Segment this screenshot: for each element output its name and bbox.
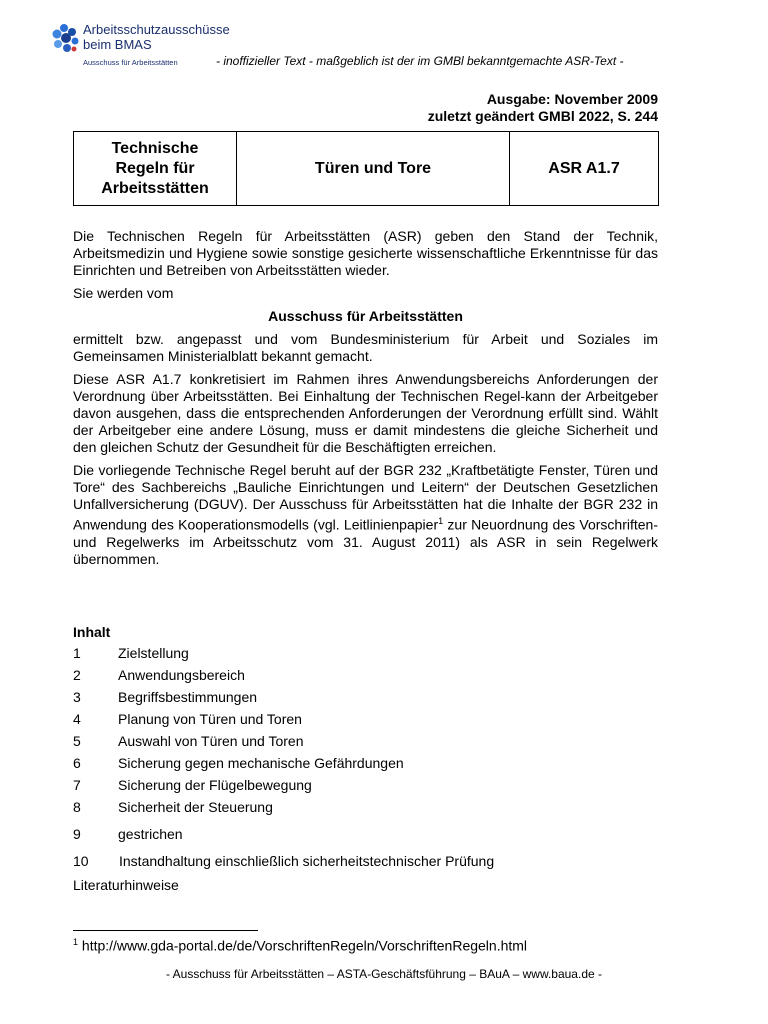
toc-item-label: Begriffsbestimmungen [118, 689, 258, 705]
edition-info [428, 91, 658, 125]
toc-item-label: Instandhaltung einschließlich sicherheitstechnischer Prüfung [119, 853, 495, 869]
toc-item-number: 1 [73, 645, 81, 661]
toc-title: Inhalt [73, 624, 111, 640]
footnote-divider [73, 930, 258, 931]
paragraph-6-part-b: zur Neuordnung des Vorschriften- und Regelwerks im Arbeitsschutz vom 31. August 2011) als ASR in sein Regelwerk übernommen. [73, 516, 658, 567]
toc-item-label: Anwendungsbereich [118, 667, 245, 683]
header-title-cell: Türen und Tore [237, 132, 510, 206]
edition-line2: zuletzt geändert GMBl 2022, S. 244 [427, 108, 658, 124]
intro-text [73, 228, 658, 574]
paragraph-6 [73, 462, 658, 568]
toc-item-number: 2 [73, 667, 81, 683]
toc-item-label: gestrichen [118, 826, 183, 842]
logo-subtitle: Ausschuss für Arbeitsstätten [83, 58, 178, 67]
toc-item-number: 10 [73, 853, 89, 869]
literature-link[interactable]: Literaturhinweise [73, 877, 179, 893]
paragraph-5: Diese ASR A1.7 konkretisiert im Rahmen ihres Anwendungsbereichs Anforderungen der Verordnung über Arbeitsstätten. Bei Einhaltung der Technischen Regel-kann der Arbeitgeber davon ausgehen, dass die entsprechenden Anforderungen der Verordnung erfüllt sind. Wählt der Arbeitgeber eine andere Lösung, muss er damit mindestens die gleiche Sicherheit und den gleichen Schutz der Gesundheit für die Beschäftigten erreichen. [73, 371, 658, 455]
page-footer: - Ausschuss für Arbeitsstätten – ASTA-Geschäftsführung – BAuA – www.baua.de - [165, 967, 602, 981]
header-table [73, 131, 659, 206]
footnote-mark: 1 [73, 937, 79, 947]
paragraph-6-part-a: Die vorliegende Technische Regel beruht auf der BGR 232 „Kraftbetätigte Fenster, Türen und Tore“ des Sachbereichs „Bauliche Einrichtungen und Leitern“ der Deutschen Gesetzlichen Unfallversicherung (DGUV). Der Ausschuss für Arbeitsstätten hat die Inhalte der BGR 232 in Anwendung des Kooperationsmodells (vgl. Leitlinienpapier [73, 462, 658, 533]
logo-org-line2: beim BMAS [83, 37, 152, 52]
header-left-line2: Regeln für [115, 159, 195, 177]
logo-org-line1: Arbeitsschutzausschüsse [83, 22, 230, 37]
toc-item-label: Sicherung gegen mechanische Gefährdungen [118, 755, 404, 771]
logo-mark-icon [50, 22, 80, 54]
toc-item-number: 7 [73, 777, 81, 793]
paragraph-4: ermittelt bzw. angepasst und vom Bundesministerium für Arbeit und Soziales im Gemeinsamen Ministerialblatt bekannt gemacht. [73, 331, 658, 364]
footnote [73, 937, 527, 954]
toc-item-number: 5 [73, 733, 81, 749]
header-left-line1: Technische [111, 139, 199, 157]
header-left-cell [74, 132, 237, 206]
paragraph-2: Sie werden vom [73, 285, 174, 301]
toc-item-number: 9 [73, 826, 81, 842]
toc-item-label: Sicherheit der Steuerung [118, 799, 273, 815]
toc-item-number: 8 [73, 799, 81, 815]
toc-item-label: Zielstellung [118, 645, 189, 661]
header-left-line3: Arbeitsstätten [101, 179, 209, 197]
footnote-url[interactable]: http://www.gda-portal.de/de/VorschriftenRegeln/VorschriftenRegeln.html [78, 937, 528, 954]
paragraph-committee: Ausschuss für Arbeitsstätten [268, 308, 463, 324]
toc-item-label: Sicherung der Flügelbewegung [118, 777, 312, 793]
edition-line1: Ausgabe: November 2009 [486, 91, 658, 107]
toc-item-number: 3 [73, 689, 81, 705]
paragraph-1: Die Technischen Regeln für Arbeitsstätten (ASR) geben den Stand der Technik, Arbeitsmedizin und Hygiene sowie sonstige gesicherte wissenschaftliche Erkenntnisse für das Einrichten und Betreiben von Arbeitsstätten wieder. [73, 228, 658, 278]
toc-item-label: Auswahl von Türen und Toren [118, 733, 304, 749]
disclaimer: - inoffizieller Text - maßgeblich ist der im GMBl bekanntgemachte ASR-Text - [216, 54, 624, 68]
header-code-cell: ASR A1.7 [510, 132, 659, 206]
bmas-logo [50, 22, 230, 70]
toc-item-number: 6 [73, 755, 81, 771]
toc-item-label: Planung von Türen und Toren [118, 711, 302, 727]
toc-item-number: 4 [73, 711, 81, 727]
footnote-ref[interactable]: 1 [438, 516, 444, 526]
